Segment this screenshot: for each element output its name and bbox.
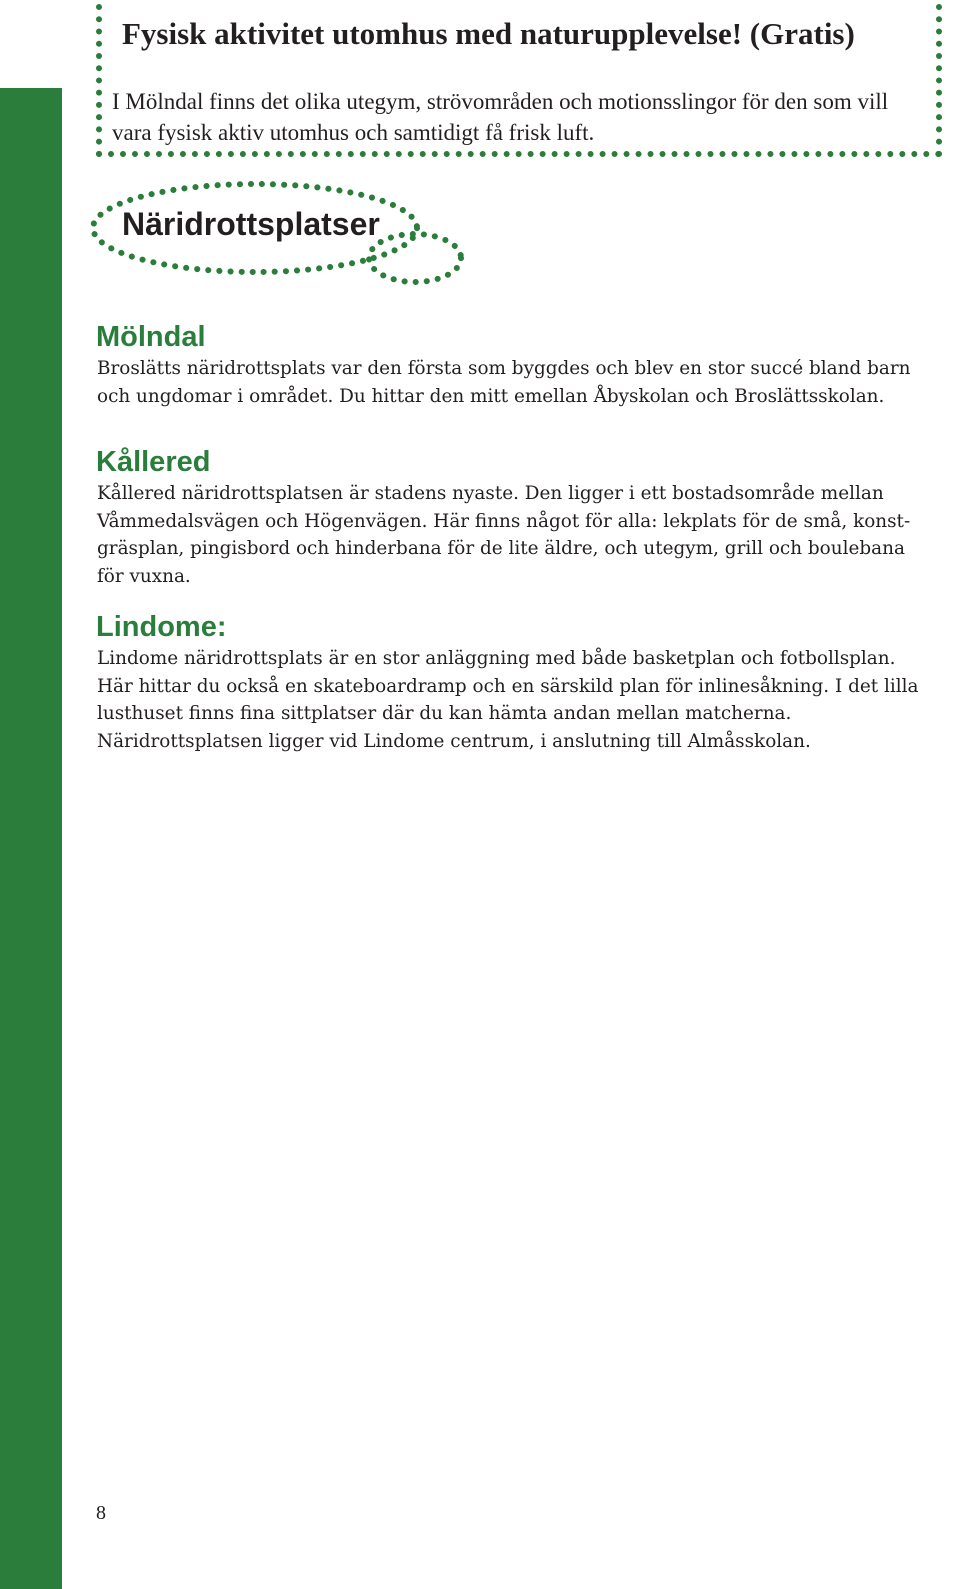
- intro-box: [96, 4, 942, 157]
- intro-title: Fysisk aktivitet utomhus med naturupplevelse! (Gratis): [122, 16, 855, 51]
- section-heading-molndal: Mölndal: [96, 321, 206, 353]
- section-heading-lindome: Lindome:: [96, 611, 227, 643]
- intro-text: I Mölndal finns det olika utegym, strövområden och motionsslingor för den som vill vara fysisk aktiv utomhus och samtidigt få frisk luft.: [112, 89, 889, 145]
- section-heading-kallered: Kållered: [96, 446, 211, 478]
- page-number: 8: [96, 1502, 106, 1524]
- bubble-title: Näridrottsplatser: [122, 206, 380, 242]
- section-body-lindome: Lindome näridrottsplats är en stor anläggning med både basketplan och fotbollsplan. Här hittar du också en skateboardramp och en särskild plan för inlinesåkning. I det lilla lusthuset finns fina sittplatser där du kan hämta andan mellan matcherna. Näridrottsplatsen ligger vid Lindome centrum, i anslutning till Almåsskolan.: [97, 648, 919, 752]
- section-body-kallered: Kållered näridrottsplatsen är stadens nyaste. Den ligger i ett bostadsområde mellan Våmmedalsvägen och Högenvägen. Här finns något för alla: lekplats för de små, konst-gräsplan, pingisbord och hinderbana för de lite äldre, och utegym, grill och boulebana för vuxna.: [97, 483, 911, 587]
- side-color-bar: [0, 88, 62, 1589]
- section-body-molndal: Broslätts näridrottsplats var den första som byggdes och blev en stor succé bland barn och ungdomar i området. Du hittar den mitt emellan Åbyskolan och Broslättsskolan.: [97, 358, 911, 407]
